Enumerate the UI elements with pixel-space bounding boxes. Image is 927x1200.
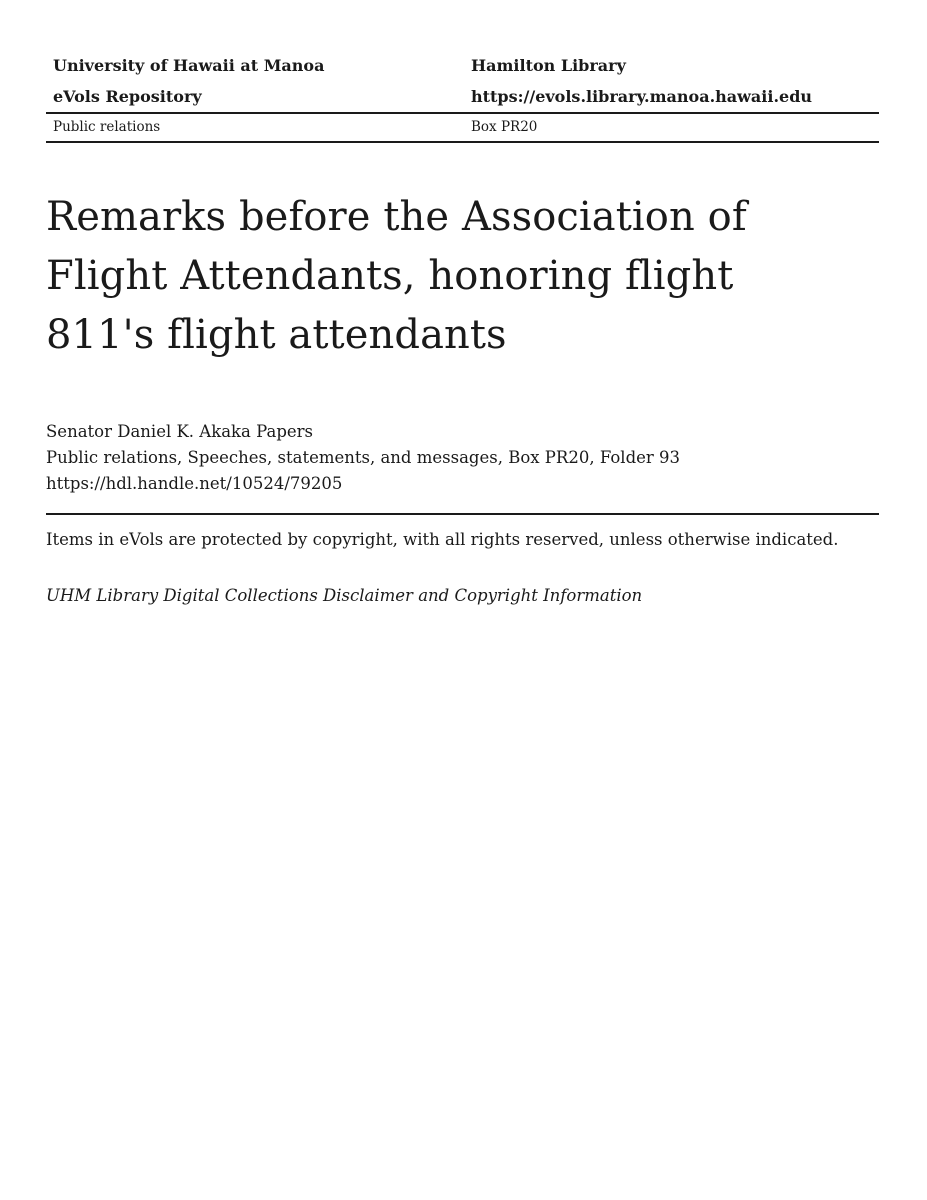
- header-row-repository: [46, 81, 879, 112]
- rights-statement: Items in eVols are protected by copyright, with all rights reserved, unless otherwise indicated.: [46, 530, 839, 549]
- box-label: Box PR20: [471, 119, 538, 135]
- collection-name: Senator Daniel K. Akaka Papers: [46, 422, 314, 441]
- library-name: Hamilton Library: [471, 56, 626, 75]
- header-row-institution: [46, 50, 879, 81]
- header-row-location: [46, 114, 879, 141]
- disclaimer-link[interactable]: UHM Library Digital Collections Disclaimer and Copyright Information: [46, 586, 643, 605]
- section-divider: [46, 513, 879, 515]
- repository-url-link[interactable]: https://evols.library.manoa.hawaii.edu: [471, 87, 813, 106]
- institution-name: University of Hawaii at Manoa: [53, 56, 325, 75]
- series-label: Public relations: [53, 119, 161, 135]
- folder-location: Public relations, Speeches, statements, and messages, Box PR20, Folder 93: [46, 448, 681, 467]
- repository-name: eVols Repository: [53, 87, 202, 106]
- header-table: [46, 50, 879, 143]
- document-title: Remarks before the Association of Flight Attendants, honoring flight 811's flight attendants: [46, 194, 747, 358]
- header-rule-bottom: [46, 141, 879, 143]
- document-metadata: [46, 419, 879, 497]
- handle-link[interactable]: https://hdl.handle.net/10524/79205: [46, 474, 343, 493]
